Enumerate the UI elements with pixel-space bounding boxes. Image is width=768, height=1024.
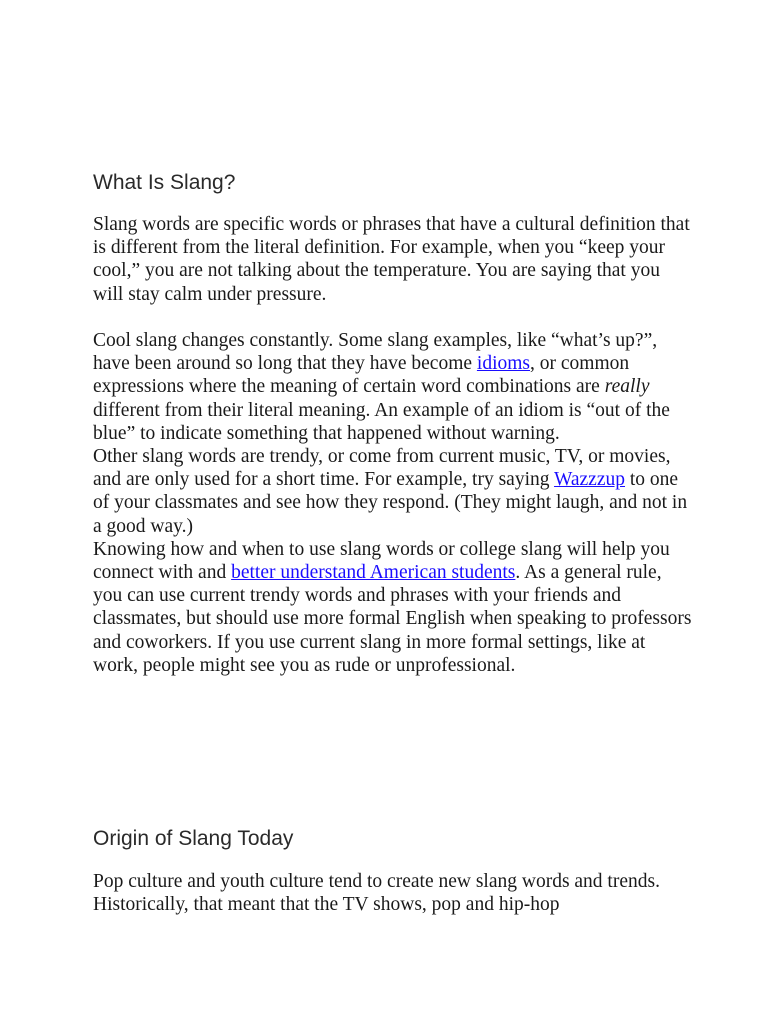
paragraph-pop-culture: Pop culture and youth culture tend to create new slang words and trends. Historically, that meant that the TV shows, pop and hip-hop bbox=[93, 871, 660, 916]
text-span: different from their literal meaning. An example of an idiom is “out of the blue” to indicate something that happened without warning. bbox=[93, 399, 670, 444]
text-span: Cool slang changes constantly. Some slang examples, like “what’s up?”, have been around so long that they have become bbox=[93, 330, 658, 375]
text-span: . As a general rule, you can use current trendy words and phrases with your friends and classmates, but should use more formal English when speaking to professors and coworkers. If you use current slang in more formal settings, like at work, people might see you as rude or unprofessional. bbox=[93, 562, 692, 676]
american-students-link[interactable]: better understand American students bbox=[231, 562, 516, 584]
idioms-link[interactable]: idioms bbox=[476, 353, 530, 375]
text-span: Knowing how and when to use slang words or college slang will help you connect with and bbox=[93, 538, 670, 584]
section-heading-what-is-slang: What Is Slang? bbox=[93, 171, 236, 194]
paragraph-college-slang bbox=[93, 538, 693, 677]
section-heading-origin: Origin of Slang Today bbox=[93, 827, 294, 850]
emphasis-text: really bbox=[604, 376, 650, 398]
paragraph-idioms bbox=[93, 329, 693, 445]
text-span: Other slang words are trendy, or come from current music, TV, or movies, and are only used for a short time. For example, try saying bbox=[93, 446, 671, 491]
paragraph-definition: Slang words are specific words or phrases that have a cultural definition that is different from the literal definition. For example, when you “keep your cool,” you are not talking about the temperature. You are saying that you will stay calm under pressure. bbox=[93, 214, 690, 305]
paragraph-trendy bbox=[93, 445, 693, 538]
paragraph-group bbox=[93, 329, 693, 677]
text-span: to one of your classmates and see how they respond. (They might laugh, and not in a good way.) bbox=[93, 469, 688, 537]
text-span: , or common expressions where the meaning of certain word combinations are bbox=[93, 353, 630, 398]
wazzzup-link[interactable]: Wazzzup bbox=[554, 469, 625, 491]
